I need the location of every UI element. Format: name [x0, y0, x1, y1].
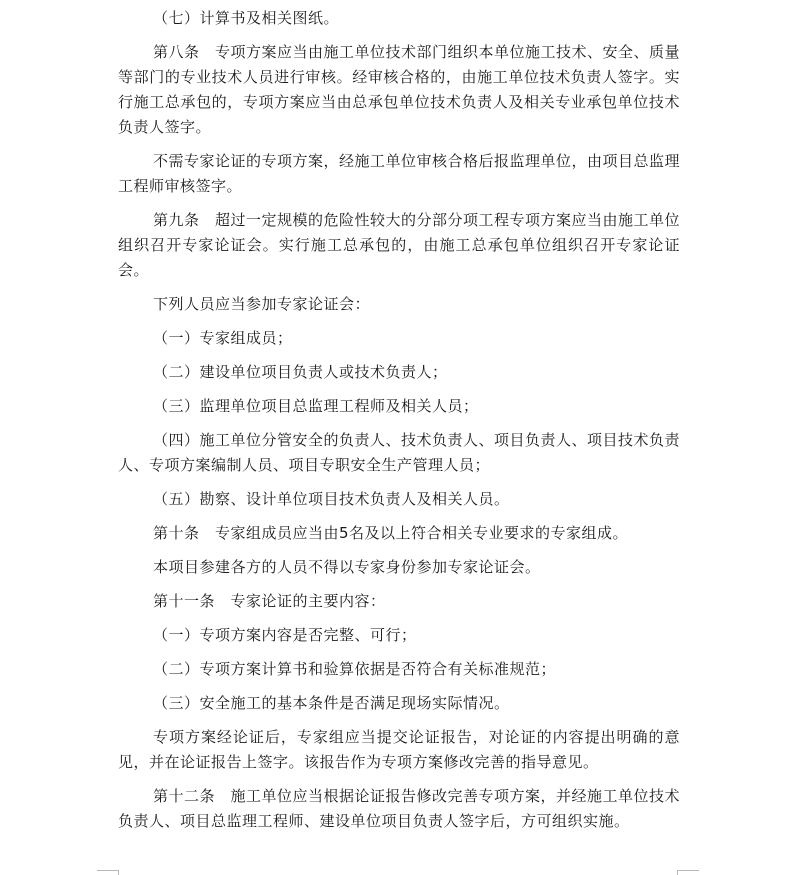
paragraph-review-report: 专项方案经论证后，专家组应当提交论证报告，对论证的内容提出明确的意见，并在论证报告上签字。该报告作为专项方案修改完善的指导意见。 [118, 728, 680, 771]
document-body [118, 6, 680, 843]
paragraph-article-9: 第九条 超过一定规模的危险性较大的分部分项工程专项方案应当由施工单位组织召开专家论证会。实行施工总承包的，由施工总承包单位组织召开专家论证会。 [118, 211, 681, 279]
paragraph-article-11: 第十一条 专家论证的主要内容： [153, 592, 386, 610]
paragraph-article-10: 第十条 专家组成员应当由5名及以上符合相关专业要求的专家组成。 [153, 524, 629, 542]
paragraph-article-8: 第八条 专项方案应当由施工单位技术部门组织本单位施工技术、安全、质量等部门的专业技术人员进行审核。经审核合格的，由施工单位技术负责人签字。实行施工总承包的，专项方案应当由总承包单位技术负责人及相关专业承包单位技术负责人签字。 [118, 43, 681, 136]
list-item-construction-unit: （二）建设单位项目负责人或技术负责人； [153, 363, 448, 381]
list-item-expert-members: （一）专家组成员； [153, 329, 293, 347]
list-item-site-conditions: （三）安全施工的基本条件是否满足现场实际情况。 [153, 694, 510, 712]
paragraph-no-conflict: 本项目参建各方的人员不得以专家身份参加专家论证会。 [153, 558, 541, 576]
list-item-contractor-staff: （四）施工单位分管安全的负责人、技术负责人、项目负责人、项目技术负责人、专项方案编制人员、项目专职安全生产管理人员； [118, 431, 681, 474]
paragraph-article-12: 第十二条 施工单位应当根据论证报告修改完善专项方案，并经施工单位技术负责人、项目总监理工程师、建设单位项目负责人签字后，方可组织实施。 [118, 787, 681, 830]
list-item-calculation-basis: （二）专项方案计算书和验算依据是否符合有关标准规范； [153, 660, 557, 678]
list-item-supervision-unit: （三）监理单位项目总监理工程师及相关人员； [153, 397, 479, 415]
list-item-completeness: （一）专项方案内容是否完整、可行； [153, 626, 417, 644]
crop-mark-right-horizontal [677, 870, 699, 871]
paragraph-attendees-intro: 下列人员应当参加专家论证会： [153, 295, 371, 313]
crop-mark-right-vertical [677, 870, 678, 875]
list-item-survey-design: （五）勘察、设计单位项目技术负责人及相关人员。 [153, 490, 510, 508]
crop-mark-left-vertical [118, 870, 119, 875]
paragraph-calculation-docs: （七）计算书及相关图纸。 [153, 9, 340, 27]
crop-mark-left-horizontal [97, 870, 119, 871]
paragraph-no-expert-review: 不需专家论证的专项方案，经施工单位审核合格后报监理单位，由项目总监理工程师审核签字。 [118, 152, 681, 195]
